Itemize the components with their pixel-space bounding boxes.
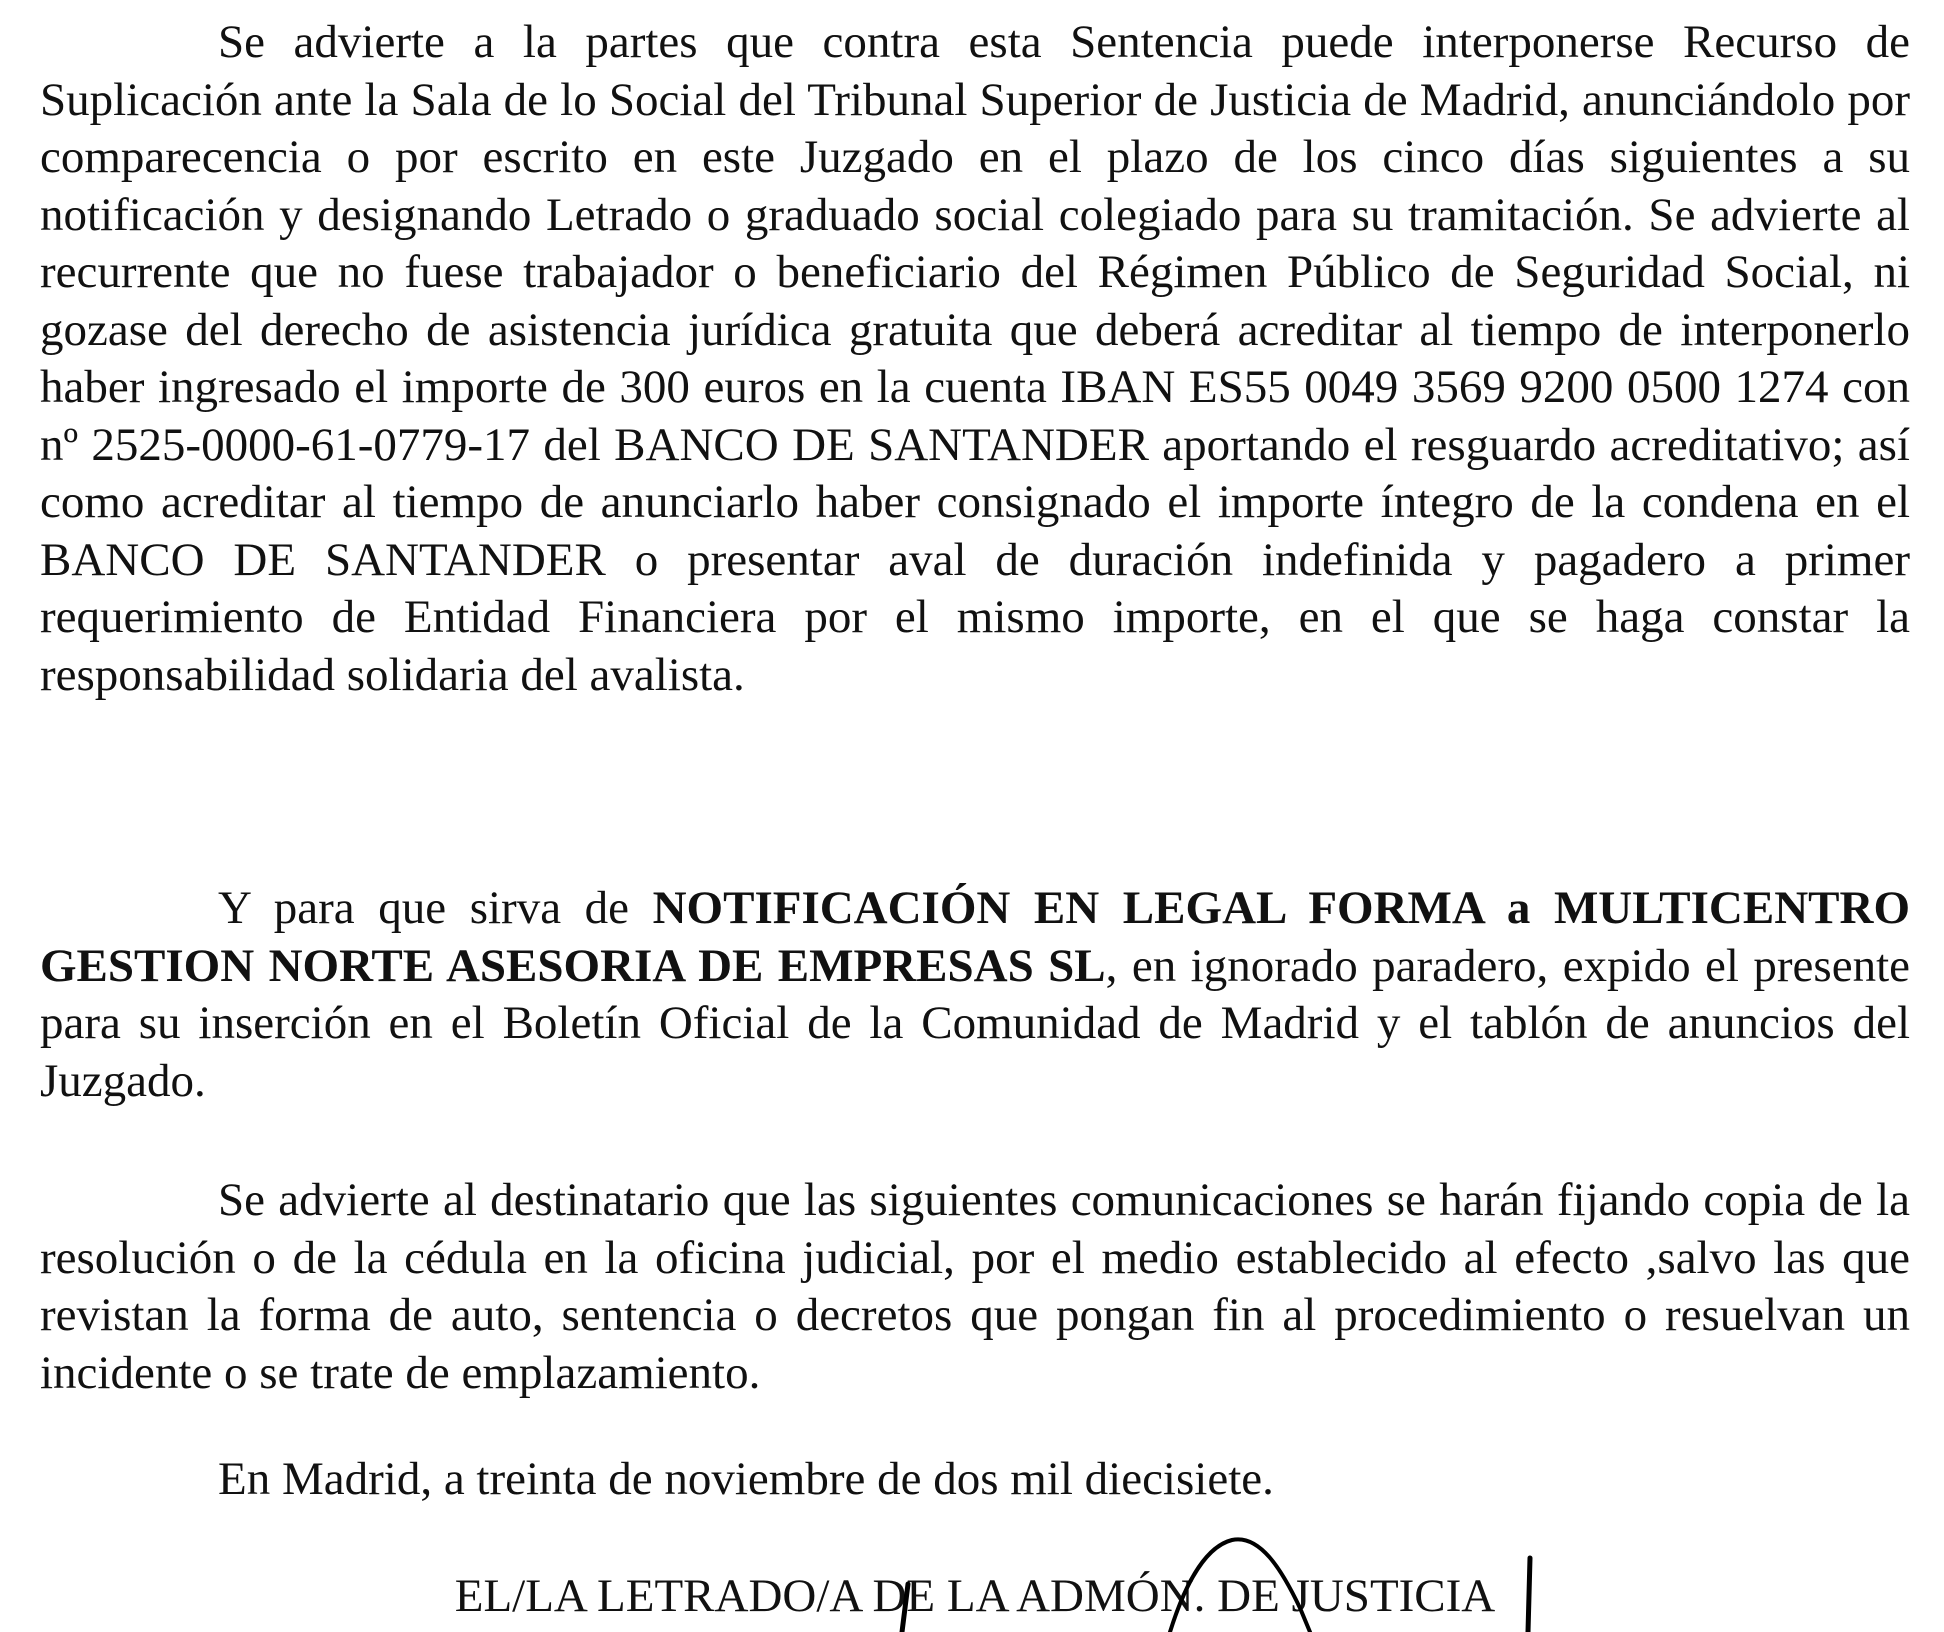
notification-recipient: NOTIFICACIÓN EN LEGAL FORMA a MULTICENTRO GESTION NORTE ASESORIA DE EMPRESAS SL — [40, 882, 1910, 992]
signature-title: EL/LA LETRADO/A DE LA ADMÓN. DE JUSTICIA — [454, 1570, 1496, 1622]
notification-paragraph — [40, 880, 1910, 1110]
notification-rest: , en ignorado paradero, expido el presente para su inserción en el Boletín Oficial de la Comunidad de Madrid y el tablón de anuncios del Juzgado. — [40, 939, 1910, 1107]
communications-paragraph: Se advierte al destinatario que las siguientes comunicaciones se harán fijando copia de la resolución o de la cédula en la oficina judicial, por el medio establecido al efecto ,salvo las que revistan la forma de auto, sentencia o decretos que pongan fin al procedimiento o resuelvan un incidente o se trate de emplazamiento. — [40, 1174, 1910, 1399]
date-line: En Madrid, a treinta de noviembre de dos mil diecisiete. — [218, 1453, 1274, 1505]
appeal-notice-paragraph: Se advierte a la partes que contra esta Sentencia puede interponerse Recurso de Suplicación ante la Sala de lo Social del Tribunal Superior de Justicia de Madrid, anunciándolo por comparecencia o por escrito en este Juzgado en el plazo de los cinco días siguientes a su notificación y designando Letrado o graduado social colegiado para su tramitación. Se advierte al recurrente que no fuese trabajador o beneficiario del Régimen Público de Seguridad Social, ni gozase del derecho de asistencia jurídica gratuita que deberá acreditar al tiempo de interponerlo haber ingresado el importe de 300 euros en la cuenta IBAN ES55 0049 3569 9200 0500 1274 con nº 2525-0000-61-0779-17 del BANCO DE SANTANDER aportando el resguardo acreditativo; así como acreditar al tiempo de anunciarlo haber consignado el importe íntegro de la condena en el BANCO DE SANTANDER o presentar aval de duración indefinida y pagadero a primer requerimiento de Entidad Financiera por el mismo importe, en el que se haga constar la responsabilidad solidaria del avalista. — [40, 16, 1910, 701]
notification-lead: Y para que sirva de — [218, 882, 653, 934]
